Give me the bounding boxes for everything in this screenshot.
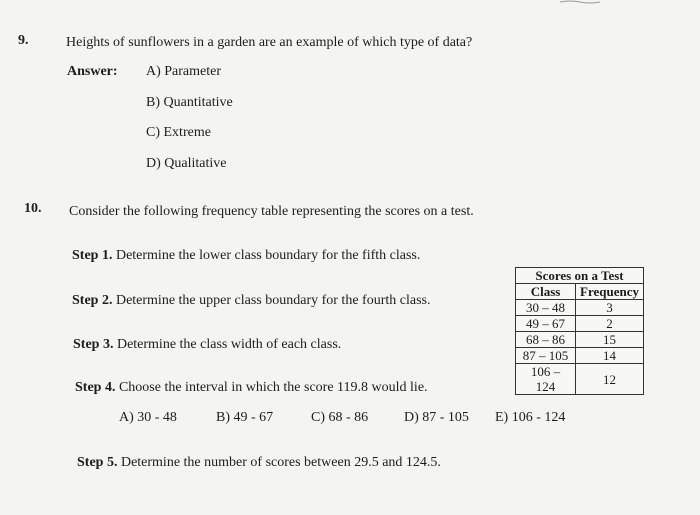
step-5-text: Determine the number of scores between 29.5 and 124.5. <box>117 455 441 470</box>
option-a: A) Parameter <box>146 64 222 79</box>
step4-choice-d: D) 87 - 105 <box>404 410 469 425</box>
table-cell-frequency: 3 <box>576 300 644 316</box>
step-3 <box>73 337 341 353</box>
step-1 <box>72 248 420 264</box>
question-9-text: Heights of sunflowers in a garden are an example of which type of data? <box>66 35 473 50</box>
option-c: C) Extreme <box>146 125 211 140</box>
table-cell-frequency: 14 <box>576 348 644 364</box>
step-3-text: Determine the class width of each class. <box>113 337 342 352</box>
step4-choice-b: B) 49 - 67 <box>216 410 274 425</box>
step-2-label: Step 2. <box>72 293 113 308</box>
option-d: D) Qualitative <box>146 156 227 171</box>
table-row <box>516 348 644 364</box>
table-cell-class: 106 – 124 <box>516 364 576 395</box>
step-1-text: Determine the lower class boundary for the fifth class. <box>112 248 421 263</box>
question-number-10: 10. <box>24 201 42 216</box>
question-number-9: 9. <box>18 33 29 48</box>
table-header-class: Class <box>516 284 576 300</box>
table-row <box>516 300 644 316</box>
table-cell-class: 87 – 105 <box>516 348 576 364</box>
table-cell-frequency: 15 <box>576 332 644 348</box>
scan-mark <box>560 0 600 4</box>
step-1-label: Step 1. <box>72 248 113 263</box>
step4-choice-c: C) 68 - 86 <box>311 410 369 425</box>
step4-choice-e: E) 106 - 124 <box>495 410 566 425</box>
step4-choice-a: A) 30 - 48 <box>119 410 177 425</box>
table-cell-frequency: 2 <box>576 316 644 332</box>
step-4 <box>75 380 428 396</box>
option-b: B) Quantitative <box>146 95 233 110</box>
question-10-text: Consider the following frequency table representing the scores on a test. <box>69 204 474 219</box>
table-header-frequency: Frequency <box>576 284 644 300</box>
table-cell-class: 30 – 48 <box>516 300 576 316</box>
table-row <box>516 364 644 395</box>
step-4-label: Step 4. <box>75 380 116 395</box>
table-row <box>516 316 644 332</box>
step-5 <box>77 455 441 471</box>
step-2 <box>72 293 430 309</box>
answer-label: Answer: <box>67 64 118 79</box>
step-5-label: Step 5. <box>77 455 118 470</box>
table-title: Scores on a Test <box>516 268 644 284</box>
step-3-label: Step 3. <box>73 337 114 352</box>
table-cell-class: 49 – 67 <box>516 316 576 332</box>
table-cell-frequency: 12 <box>576 364 644 395</box>
step-2-text: Determine the upper class boundary for the fourth class. <box>112 293 431 308</box>
frequency-table <box>515 267 644 395</box>
table-row <box>516 332 644 348</box>
step-4-text: Choose the interval in which the score 119.8 would lie. <box>115 380 428 395</box>
table-cell-class: 68 – 86 <box>516 332 576 348</box>
